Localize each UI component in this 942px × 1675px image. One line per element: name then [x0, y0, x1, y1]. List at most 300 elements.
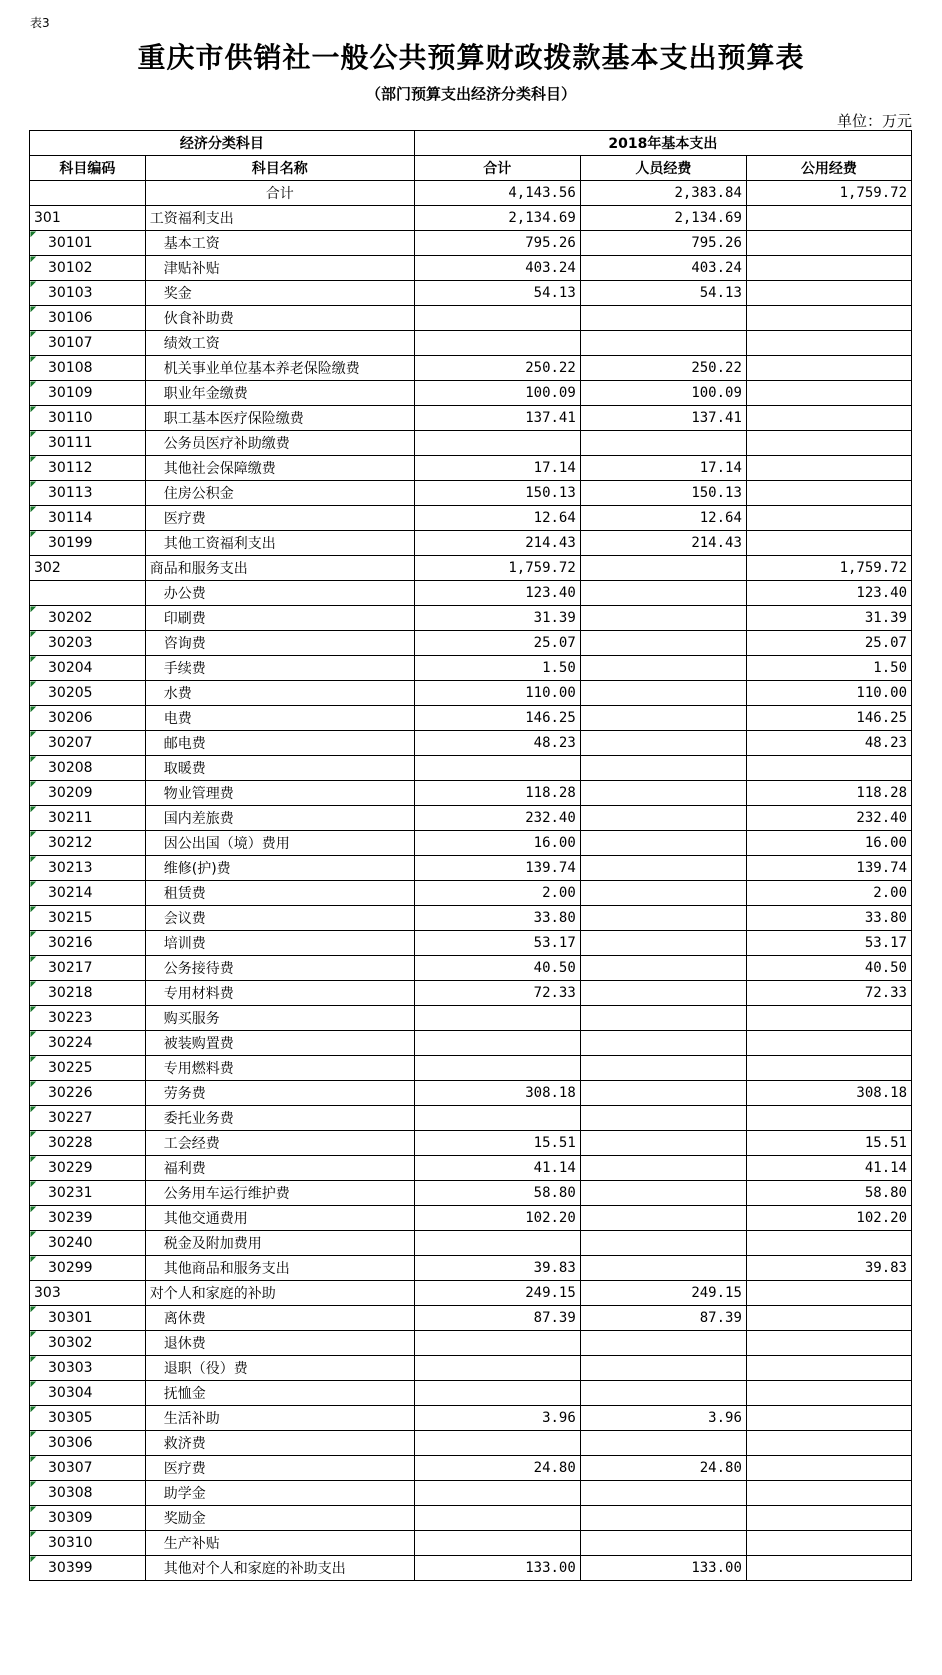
row-total [414, 1331, 580, 1356]
row-public [746, 1056, 911, 1081]
table-row [30, 706, 912, 731]
row-name: 电费 [145, 706, 414, 731]
table-row [30, 1181, 912, 1206]
row-code: 30223 [30, 1006, 146, 1031]
row-personnel [580, 306, 746, 331]
row-public [746, 1556, 911, 1581]
row-public: 53.17 [746, 931, 911, 956]
table-row [30, 831, 912, 856]
row-name: 奖金 [145, 281, 414, 306]
row-code: 302 [30, 556, 146, 581]
row-personnel: 150.13 [580, 481, 746, 506]
row-name: 医疗费 [145, 506, 414, 531]
row-public [746, 281, 911, 306]
row-code: 30224 [30, 1031, 146, 1056]
row-total: 118.28 [414, 781, 580, 806]
header-group-economic-category: 经济分类科目 [30, 131, 415, 156]
row-code: 30101 [30, 231, 146, 256]
row-personnel [580, 331, 746, 356]
row-personnel [580, 756, 746, 781]
table-row [30, 956, 912, 981]
row-name: 工会经费 [145, 1131, 414, 1156]
row-code: 30214 [30, 881, 146, 906]
row-personnel [580, 1431, 746, 1456]
row-public [746, 1281, 911, 1306]
row-name: 培训费 [145, 931, 414, 956]
table-row [30, 431, 912, 456]
header-public: 公用经费 [746, 156, 911, 181]
row-total: 15.51 [414, 1131, 580, 1156]
row-name: 其他社会保障缴费 [145, 456, 414, 481]
row-total [414, 1006, 580, 1031]
row-name: 工资福利支出 [145, 206, 414, 231]
table-row [30, 356, 912, 381]
row-name: 其他对个人和家庭的补助支出 [145, 1556, 414, 1581]
row-code: 30239 [30, 1206, 146, 1231]
row-personnel [580, 1131, 746, 1156]
row-total [414, 1431, 580, 1456]
row-total: 53.17 [414, 931, 580, 956]
row-total [414, 1356, 580, 1381]
table-row [30, 1206, 912, 1231]
row-code: 30215 [30, 906, 146, 931]
row-personnel [580, 1481, 746, 1506]
row-public: 308.18 [746, 1081, 911, 1106]
table-row [30, 731, 912, 756]
row-public: 110.00 [746, 681, 911, 706]
row-total: 2.00 [414, 881, 580, 906]
row-total: 308.18 [414, 1081, 580, 1106]
row-public: 139.74 [746, 856, 911, 881]
unit-label: 单位：万元 [836, 112, 912, 130]
page-subtitle: （部门预算支出经济分类科目） [365, 85, 576, 103]
row-code: 30108 [30, 356, 146, 381]
row-name: 取暖费 [145, 756, 414, 781]
row-personnel [580, 831, 746, 856]
table-row [30, 456, 912, 481]
row-code: 30199 [30, 531, 146, 556]
row-personnel: 133.00 [580, 1556, 746, 1581]
row-public [746, 1431, 911, 1456]
table-number-label: 表3 [30, 16, 50, 30]
row-total [414, 1481, 580, 1506]
row-personnel [580, 731, 746, 756]
table-row [30, 1356, 912, 1381]
row-code [30, 581, 146, 606]
row-code: 303 [30, 1281, 146, 1306]
row-personnel [580, 1506, 746, 1531]
row-code: 30110 [30, 406, 146, 431]
row-total: 33.80 [414, 906, 580, 931]
row-name: 手续费 [145, 656, 414, 681]
row-personnel: 100.09 [580, 381, 746, 406]
row-public [746, 506, 911, 531]
row-total: 25.07 [414, 631, 580, 656]
row-name: 职工基本医疗保险缴费 [145, 406, 414, 431]
row-name: 因公出国（境）费用 [145, 831, 414, 856]
row-personnel [580, 906, 746, 931]
row-total: 133.00 [414, 1556, 580, 1581]
row-personnel [580, 1206, 746, 1231]
row-public: 15.51 [746, 1131, 911, 1156]
row-name: 公务接待费 [145, 956, 414, 981]
row-name: 会议费 [145, 906, 414, 931]
row-personnel: 3.96 [580, 1406, 746, 1431]
row-code: 30102 [30, 256, 146, 281]
row-name: 被装购置费 [145, 1031, 414, 1056]
row-code: 30240 [30, 1231, 146, 1256]
row-personnel: 795.26 [580, 231, 746, 256]
row-total: 16.00 [414, 831, 580, 856]
row-public [746, 1356, 911, 1381]
row-public: 1,759.72 [746, 556, 911, 581]
row-code: 30217 [30, 956, 146, 981]
row-personnel [580, 631, 746, 656]
table-row [30, 281, 912, 306]
row-code: 30211 [30, 806, 146, 831]
row-name: 维修(护)费 [145, 856, 414, 881]
row-total: 48.23 [414, 731, 580, 756]
row-personnel [580, 956, 746, 981]
row-total [414, 1106, 580, 1131]
row-total: 110.00 [414, 681, 580, 706]
row-personnel [580, 1531, 746, 1556]
row-personnel [580, 431, 746, 456]
row-name: 基本工资 [145, 231, 414, 256]
row-public [746, 531, 911, 556]
table-row [30, 1381, 912, 1406]
table-row [30, 1556, 912, 1581]
row-name: 对个人和家庭的补助 [145, 1281, 414, 1306]
row-code: 30111 [30, 431, 146, 456]
row-total: 139.74 [414, 856, 580, 881]
row-name: 退职（役）费 [145, 1356, 414, 1381]
table-row [30, 306, 912, 331]
table-row [30, 1131, 912, 1156]
row-code: 30112 [30, 456, 146, 481]
row-total: 250.22 [414, 356, 580, 381]
row-name: 商品和服务支出 [145, 556, 414, 581]
row-name: 福利费 [145, 1156, 414, 1181]
row-name: 合计 [145, 181, 414, 206]
row-total: 58.80 [414, 1181, 580, 1206]
row-total: 54.13 [414, 281, 580, 306]
row-personnel: 137.41 [580, 406, 746, 431]
row-personnel [580, 806, 746, 831]
row-personnel: 87.39 [580, 1306, 746, 1331]
row-total [414, 306, 580, 331]
row-code: 30204 [30, 656, 146, 681]
table-row [30, 581, 912, 606]
row-personnel: 2,383.84 [580, 181, 746, 206]
table-row [30, 1031, 912, 1056]
table-row [30, 631, 912, 656]
row-personnel: 17.14 [580, 456, 746, 481]
row-code: 30305 [30, 1406, 146, 1431]
table-row [30, 1081, 912, 1106]
row-code: 30225 [30, 1056, 146, 1081]
row-public: 33.80 [746, 906, 911, 931]
row-public [746, 431, 911, 456]
row-total: 40.50 [414, 956, 580, 981]
table-row [30, 1231, 912, 1256]
table-row [30, 206, 912, 231]
row-code: 30113 [30, 481, 146, 506]
row-name: 劳务费 [145, 1081, 414, 1106]
table-row [30, 981, 912, 1006]
row-public [746, 306, 911, 331]
row-public: 48.23 [746, 731, 911, 756]
table-row [30, 931, 912, 956]
row-total [414, 1506, 580, 1531]
row-total [414, 1531, 580, 1556]
row-name: 购买服务 [145, 1006, 414, 1031]
row-public: 1.50 [746, 656, 911, 681]
row-code: 30103 [30, 281, 146, 306]
row-personnel [580, 556, 746, 581]
row-personnel [580, 1331, 746, 1356]
row-name: 住房公积金 [145, 481, 414, 506]
row-public [746, 1306, 911, 1331]
row-personnel [580, 1031, 746, 1056]
row-total [414, 431, 580, 456]
row-personnel: 403.24 [580, 256, 746, 281]
row-name: 印刷费 [145, 606, 414, 631]
row-code: 30302 [30, 1331, 146, 1356]
row-code: 30231 [30, 1181, 146, 1206]
row-code: 30208 [30, 756, 146, 781]
row-personnel [580, 781, 746, 806]
row-code: 30309 [30, 1506, 146, 1531]
row-personnel [580, 1381, 746, 1406]
row-code: 30109 [30, 381, 146, 406]
row-public: 146.25 [746, 706, 911, 731]
row-total: 3.96 [414, 1406, 580, 1431]
row-total [414, 1381, 580, 1406]
row-code: 30228 [30, 1131, 146, 1156]
row-public: 102.20 [746, 1206, 911, 1231]
row-total [414, 756, 580, 781]
row-code: 30207 [30, 731, 146, 756]
table-row [30, 1281, 912, 1306]
row-code: 30114 [30, 506, 146, 531]
row-code: 30209 [30, 781, 146, 806]
table-row [30, 1331, 912, 1356]
row-code: 30202 [30, 606, 146, 631]
row-public: 58.80 [746, 1181, 911, 1206]
row-public [746, 331, 911, 356]
table-row [30, 756, 912, 781]
table-row [30, 681, 912, 706]
table-row [30, 606, 912, 631]
row-public [746, 756, 911, 781]
table-row [30, 1106, 912, 1131]
row-personnel: 2,134.69 [580, 206, 746, 231]
row-public [746, 406, 911, 431]
budget-table [29, 130, 912, 1581]
table-row [30, 1256, 912, 1281]
row-name: 救济费 [145, 1431, 414, 1456]
row-code: 30229 [30, 1156, 146, 1181]
row-personnel [580, 1106, 746, 1131]
row-public [746, 1531, 911, 1556]
row-personnel: 250.22 [580, 356, 746, 381]
row-name: 职业年金缴费 [145, 381, 414, 406]
row-name: 伙食补助费 [145, 306, 414, 331]
row-name: 税金及附加费用 [145, 1231, 414, 1256]
row-code: 30213 [30, 856, 146, 881]
row-total: 100.09 [414, 381, 580, 406]
row-personnel [580, 981, 746, 1006]
table-row [30, 881, 912, 906]
table-row [30, 256, 912, 281]
row-name: 机关事业单位基本养老保险缴费 [145, 356, 414, 381]
row-name: 专用材料费 [145, 981, 414, 1006]
row-name: 水费 [145, 681, 414, 706]
row-code: 30227 [30, 1106, 146, 1131]
row-public [746, 1331, 911, 1356]
table-row [30, 656, 912, 681]
row-total: 31.39 [414, 606, 580, 631]
row-total: 123.40 [414, 581, 580, 606]
row-total: 72.33 [414, 981, 580, 1006]
row-name: 离休费 [145, 1306, 414, 1331]
row-code: 30304 [30, 1381, 146, 1406]
row-name: 邮电费 [145, 731, 414, 756]
row-name: 生产补贴 [145, 1531, 414, 1556]
row-name: 其他商品和服务支出 [145, 1256, 414, 1281]
row-total: 146.25 [414, 706, 580, 731]
row-total [414, 1056, 580, 1081]
row-public [746, 206, 911, 231]
row-name: 国内差旅费 [145, 806, 414, 831]
page-title: 重庆市供销社一般公共预算财政拨款基本支出预算表 [137, 41, 805, 74]
row-public: 41.14 [746, 1156, 911, 1181]
table-row [30, 1006, 912, 1031]
row-personnel [580, 931, 746, 956]
row-total [414, 331, 580, 356]
row-personnel [580, 581, 746, 606]
table-row [30, 381, 912, 406]
row-code: 30218 [30, 981, 146, 1006]
row-name: 公务员医疗补助缴费 [145, 431, 414, 456]
row-name: 助学金 [145, 1481, 414, 1506]
row-name: 生活补助 [145, 1406, 414, 1431]
row-total: 12.64 [414, 506, 580, 531]
row-public [746, 1381, 911, 1406]
row-personnel: 214.43 [580, 531, 746, 556]
table-row [30, 1156, 912, 1181]
row-code: 30299 [30, 1256, 146, 1281]
row-personnel [580, 656, 746, 681]
row-name: 办公费 [145, 581, 414, 606]
row-public [746, 456, 911, 481]
table-row [30, 781, 912, 806]
table-row [30, 806, 912, 831]
table-row [30, 556, 912, 581]
row-public: 72.33 [746, 981, 911, 1006]
row-code: 301 [30, 206, 146, 231]
row-public: 118.28 [746, 781, 911, 806]
row-name: 专用燃料费 [145, 1056, 414, 1081]
row-personnel [580, 1356, 746, 1381]
row-name: 其他交通费用 [145, 1206, 414, 1231]
row-public: 2.00 [746, 881, 911, 906]
table-row [30, 1306, 912, 1331]
row-total: 150.13 [414, 481, 580, 506]
row-name: 物业管理费 [145, 781, 414, 806]
table-row [30, 331, 912, 356]
row-public [746, 381, 911, 406]
row-personnel [580, 681, 746, 706]
row-public [746, 1031, 911, 1056]
row-code: 30399 [30, 1556, 146, 1581]
row-name: 医疗费 [145, 1456, 414, 1481]
row-personnel [580, 1056, 746, 1081]
row-public: 1,759.72 [746, 181, 911, 206]
row-code: 30226 [30, 1081, 146, 1106]
row-code: 30107 [30, 331, 146, 356]
table-row [30, 1481, 912, 1506]
table-row [30, 506, 912, 531]
row-personnel [580, 1181, 746, 1206]
table-row [30, 906, 912, 931]
row-code: 30310 [30, 1531, 146, 1556]
row-personnel: 249.15 [580, 1281, 746, 1306]
table-row [30, 1506, 912, 1531]
row-name: 委托业务费 [145, 1106, 414, 1131]
row-public [746, 231, 911, 256]
row-name: 公务用车运行维护费 [145, 1181, 414, 1206]
header-name: 科目名称 [145, 156, 414, 181]
row-personnel [580, 1231, 746, 1256]
row-personnel [580, 881, 746, 906]
row-total [414, 1031, 580, 1056]
table-row [30, 1531, 912, 1556]
row-code: 30308 [30, 1481, 146, 1506]
row-name: 咨询费 [145, 631, 414, 656]
table-row [30, 406, 912, 431]
row-total: 795.26 [414, 231, 580, 256]
row-personnel [580, 1256, 746, 1281]
header-code: 科目编码 [30, 156, 146, 181]
row-public [746, 1231, 911, 1256]
row-personnel: 12.64 [580, 506, 746, 531]
row-personnel [580, 606, 746, 631]
row-total: 87.39 [414, 1306, 580, 1331]
row-total: 102.20 [414, 1206, 580, 1231]
row-code: 30206 [30, 706, 146, 731]
table-row [30, 181, 912, 206]
row-public: 31.39 [746, 606, 911, 631]
row-public [746, 1506, 911, 1531]
row-name: 其他工资福利支出 [145, 531, 414, 556]
row-name: 绩效工资 [145, 331, 414, 356]
row-public [746, 481, 911, 506]
row-public [746, 356, 911, 381]
row-personnel [580, 706, 746, 731]
table-row [30, 1056, 912, 1081]
row-total: 137.41 [414, 406, 580, 431]
row-name: 退休费 [145, 1331, 414, 1356]
table-row [30, 856, 912, 881]
row-code: 30307 [30, 1456, 146, 1481]
row-public: 232.40 [746, 806, 911, 831]
row-total: 17.14 [414, 456, 580, 481]
row-code: 30106 [30, 306, 146, 331]
table-body [30, 181, 912, 1581]
table-row [30, 1456, 912, 1481]
